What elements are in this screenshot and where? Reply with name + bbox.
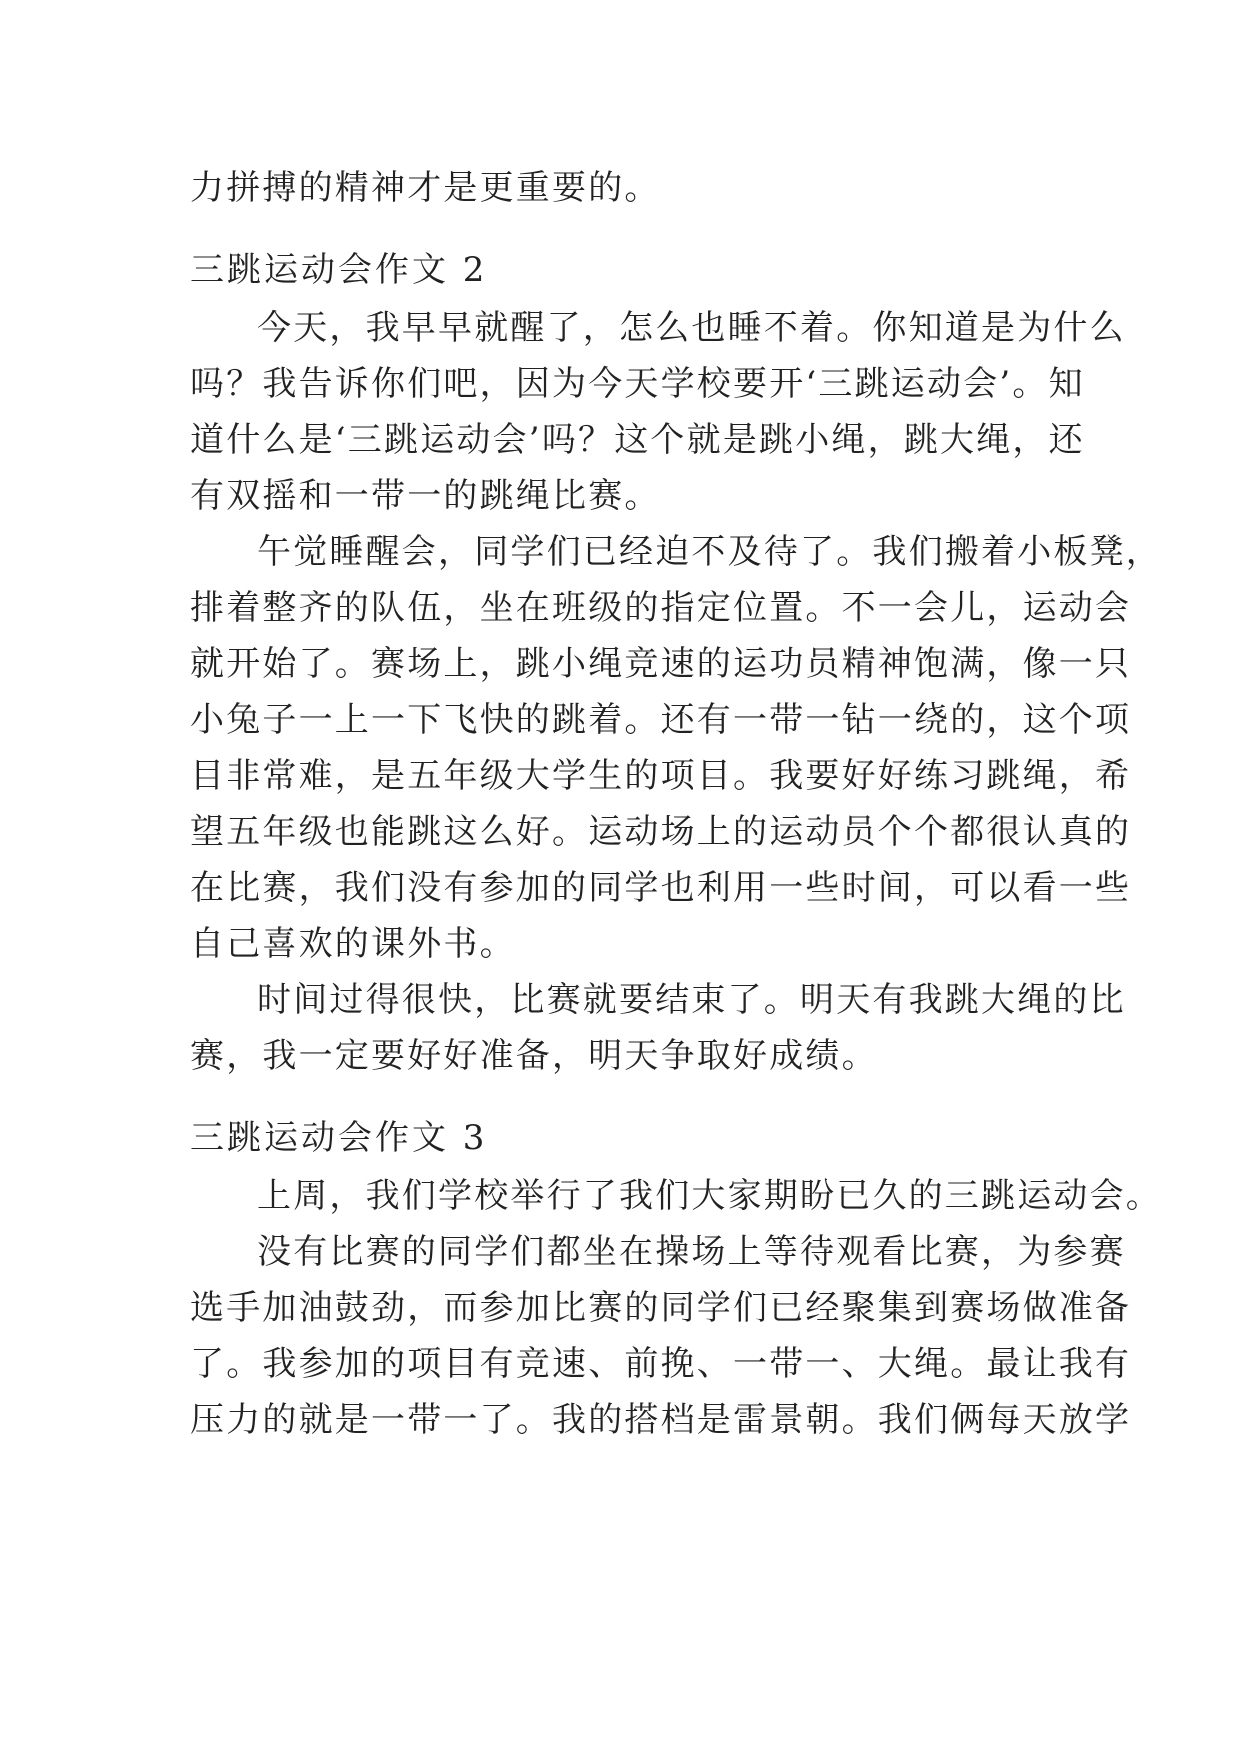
- paragraph-line: 就开始了。赛场上，跳小绳竞速的运功员精神饱满，像一只: [190, 644, 1132, 684]
- paragraph-line: 没有比赛的同学们都坐在操场上等待观看比赛，为参赛: [257, 1232, 1126, 1272]
- paragraph-line: 今天，我早早就醒了，怎么也睡不着。你知道是为什么: [257, 308, 1126, 348]
- paragraph-line: 小兔子一上一下飞快的跳着。还有一带一钻一绕的，这个项: [190, 700, 1132, 740]
- paragraph-line: 力拼搏的精神才是更重要的。: [190, 168, 661, 208]
- paragraph-line: 在比赛，我们没有参加的同学也利用一些时间，可以看一些: [190, 868, 1132, 908]
- paragraph-line: 时间过得很快，比赛就要结束了。明天有我跳大绳的比: [257, 980, 1126, 1020]
- paragraph-line: 了。我参加的项目有竞速、前挽、一带一、大绳。最让我有: [190, 1344, 1132, 1384]
- paragraph-line: 道什么是‘三跳运动会’吗？这个就是跳小绳，跳大绳，还: [190, 420, 1085, 460]
- paragraph-line: 望五年级也能跳这么好。运动场上的运动员个个都很认真的: [190, 812, 1132, 852]
- paragraph-line: 压力的就是一带一了。我的搭档是雷景朝。我们俩每天放学: [190, 1400, 1132, 1440]
- section-heading-3: 三跳运动会作文 3: [190, 1118, 488, 1158]
- section-heading-2: 三跳运动会作文 2: [190, 250, 488, 290]
- paragraph-line: 吗？我告诉你们吧，因为今天学校要开‘三跳运动会’。知: [190, 364, 1085, 404]
- paragraph-line: 赛，我一定要好好准备，明天争取好成绩。: [190, 1036, 878, 1076]
- paragraph-line: 排着整齐的队伍，坐在班级的指定位置。不一会儿，运动会: [190, 588, 1132, 628]
- paragraph-line: 自己喜欢的课外书。: [190, 924, 516, 964]
- paragraph-line: 目非常难，是五年级大学生的项目。我要好好练习跳绳，希: [190, 756, 1132, 796]
- paragraph-line: 午觉睡醒会，同学们已经迫不及待了。我们搬着小板凳，: [257, 532, 1162, 572]
- paragraph-line: 上周，我们学校举行了我们大家期盼已久的三跳运动会。: [257, 1176, 1162, 1216]
- paragraph-line: 有双摇和一带一的跳绳比赛。: [190, 476, 661, 516]
- paragraph-line: 选手加油鼓劲，而参加比赛的同学们已经聚集到赛场做准备: [190, 1288, 1132, 1328]
